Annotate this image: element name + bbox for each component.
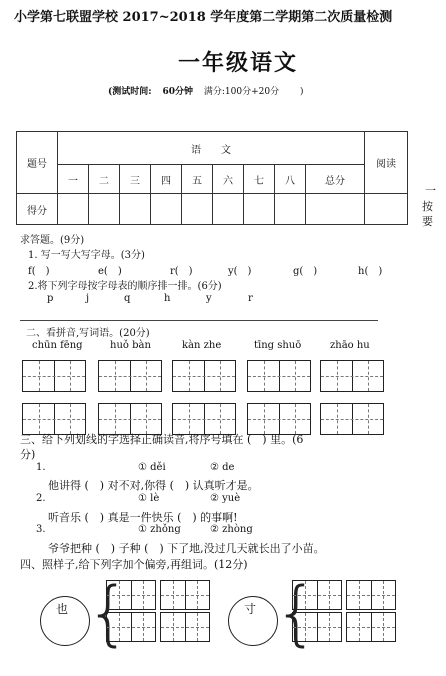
- base-char-2: 寸: [244, 602, 257, 616]
- item2-option1: ① lè: [138, 493, 160, 504]
- base-char-1: 也: [56, 602, 69, 616]
- side-char-1: 一: [425, 184, 436, 197]
- section3-heading: 三、给下列划线的字选择正确读音,将序号填在 ( ) 里。(6: [20, 433, 304, 446]
- section1-q1: 1. 写一写大写字母。(3分): [28, 250, 145, 261]
- writing-grid-1-4[interactable]: [247, 360, 311, 392]
- score-cell[interactable]: [306, 194, 365, 225]
- score-cell[interactable]: [244, 194, 275, 225]
- letter-r: r( ): [170, 266, 193, 277]
- side-char-3: 要: [422, 215, 433, 228]
- radical-grid-3[interactable]: [106, 612, 156, 642]
- score-cell[interactable]: [120, 194, 151, 225]
- col-4: 四: [151, 165, 182, 194]
- order-letter-r: r: [248, 293, 253, 304]
- section1-q2: 2.将下列字母按字母表的顺序排一排。(6分): [28, 281, 222, 292]
- item1-sentence: 他讲得 ( ) 对不对,你得 ( ) 认真听才是。: [48, 479, 259, 492]
- reading-header: 阅读: [365, 132, 408, 194]
- score-cell[interactable]: [275, 194, 306, 225]
- paren-close: ): [299, 87, 304, 97]
- pinyin-4: tīng shuō: [254, 340, 302, 351]
- score-cell[interactable]: [151, 194, 182, 225]
- pinyin-1: chūn fēng: [32, 340, 83, 351]
- section3-heading-cont: 分): [20, 448, 36, 461]
- radical-grid-1[interactable]: [106, 580, 156, 610]
- col-6: 六: [213, 165, 244, 194]
- exam-time-label: (测试时间:: [108, 87, 152, 97]
- side-char-2: 按: [422, 200, 433, 213]
- letter-f: f( ): [28, 266, 50, 277]
- score-cell[interactable]: [182, 194, 213, 225]
- score-table: [16, 131, 408, 225]
- writing-grid-2-5[interactable]: [320, 403, 384, 435]
- brace-2: {: [274, 572, 319, 654]
- radical-grid-7[interactable]: [292, 612, 342, 642]
- item2-sentence: 听音乐 ( ) 真是一件快乐 ( ) 的事啊!: [48, 511, 238, 524]
- col-1: 一: [58, 165, 89, 194]
- col-2: 二: [89, 165, 120, 194]
- order-letter-p: p: [47, 293, 54, 304]
- brace-1: {: [86, 572, 131, 654]
- col-8: 八: [275, 165, 306, 194]
- order-letter-h: h: [164, 293, 171, 304]
- item3-option1: ① zhǒng: [138, 524, 181, 535]
- writing-grid-1-1[interactable]: [22, 360, 86, 392]
- radical-grid-2[interactable]: [160, 580, 210, 610]
- section4-heading: 四、照样子,给下列字加个偏旁,再组词。(12分): [20, 558, 248, 571]
- item1-option2: ② de: [210, 462, 235, 473]
- order-letter-q: q: [124, 293, 131, 304]
- school-title: 小学第七联盟学校 2017~2018 学年度第二学期第二次质量检测: [14, 10, 393, 25]
- col-total: 总分: [306, 165, 365, 194]
- item2-number: 2.: [36, 493, 46, 504]
- item3-option2: ② zhòng: [210, 524, 253, 535]
- divider: [20, 320, 378, 321]
- item1-option1: ① děi: [138, 462, 166, 473]
- letter-g: g( ): [293, 266, 318, 277]
- radical-grid-4[interactable]: [160, 612, 210, 642]
- radical-grid-6[interactable]: [346, 580, 396, 610]
- score-cell[interactable]: [89, 194, 120, 225]
- item1-number: 1.: [36, 462, 46, 473]
- radical-grid-5[interactable]: [292, 580, 342, 610]
- radical-grid-8[interactable]: [346, 612, 396, 642]
- page-title: 一年级语文: [178, 50, 299, 76]
- pinyin-3: kàn zhe: [182, 340, 222, 351]
- exam-time-value: 60分钟: [162, 87, 193, 97]
- pinyin-5: zhāo hu: [330, 340, 370, 351]
- writing-grid-1-3[interactable]: [172, 360, 236, 392]
- section2-heading: 二、看拼音,写词语。(20分): [26, 328, 150, 339]
- question-number-header: 题号: [17, 132, 58, 194]
- section1-heading: 求答题。(9分): [20, 235, 85, 246]
- writing-grid-1-2[interactable]: [98, 360, 162, 392]
- col-5: 五: [182, 165, 213, 194]
- score-cell[interactable]: [365, 194, 408, 225]
- letter-y: y( ): [228, 266, 252, 277]
- full-score: 满分:100分+20分: [203, 87, 280, 97]
- pinyin-2: huǒ bàn: [110, 340, 151, 351]
- item3-number: 3.: [36, 524, 46, 535]
- order-letter-y: y: [206, 293, 212, 304]
- order-letter-j: j: [86, 293, 90, 304]
- score-row-label: 得分: [17, 194, 58, 225]
- col-3: 三: [120, 165, 151, 194]
- score-cell[interactable]: [58, 194, 89, 225]
- exam-info: [108, 84, 303, 97]
- subject-header: 语 文: [58, 132, 365, 165]
- item3-sentence: 爷爷把种 ( ) 子种 ( ) 下了地,没过几天就长出了小苗。: [48, 542, 325, 555]
- letter-h: h( ): [358, 266, 383, 277]
- item2-option2: ② yuè: [210, 493, 241, 504]
- letter-e: e( ): [98, 266, 122, 277]
- score-cell[interactable]: [213, 194, 244, 225]
- col-7: 七: [244, 165, 275, 194]
- writing-grid-1-5[interactable]: [320, 360, 384, 392]
